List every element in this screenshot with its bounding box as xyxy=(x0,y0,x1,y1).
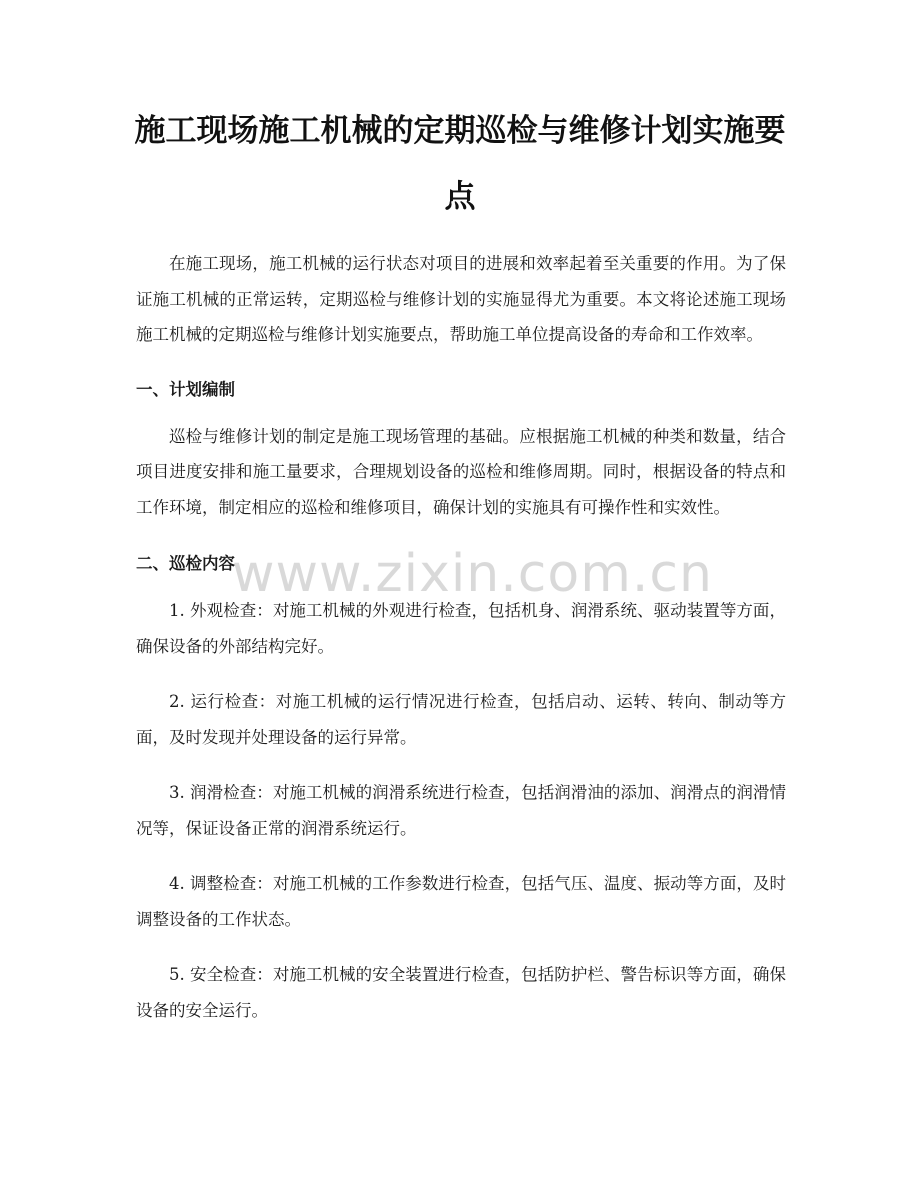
section-paragraph-plan: 巡检与维修计划的制定是施工现场管理的基础。应根据施工机械的种类和数量，结合项目进度安排和施工量要求，合理规划设备的巡检和维修周期。同时，根据设备的特点和工作环境，制定相应的巡检和维修项目，确保计划的实施具有可操作性和实效性。 xyxy=(136,426,786,517)
document-body xyxy=(136,246,786,1028)
page-title: 施工现场施工机械的定期巡检与维修计划实施要点 xyxy=(134,113,786,215)
section-heading-inspection: 二、巡检内容 xyxy=(136,554,235,573)
list-item: 4. 调整检查：对施工机械的工作参数进行检查，包括气压、温度、振动等方面，及时调整设备的工作状态。 xyxy=(136,874,786,929)
list-item: 3. 润滑检查：对施工机械的润滑系统进行检查，包括润滑油的添加、润滑点的润滑情况等，保证设备正常的润滑系统运行。 xyxy=(136,783,786,838)
intro-paragraph: 在施工现场，施工机械的运行状态对项目的进展和效率起着至关重要的作用。为了保证施工机械的正常运转，定期巡检与维修计划的实施显得尤为重要。本文将论述施工现场施工机械的定期巡检与维修计划实施要点，帮助施工单位提高设备的寿命和工作效率。 xyxy=(136,254,786,344)
list-item: 2. 运行检查：对施工机械的运行情况进行检查，包括启动、运转、转向、制动等方面，及时发现并处理设备的运行异常。 xyxy=(136,692,786,747)
list-item: 1. 外观检查：对施工机械的外观进行检查，包括机身、润滑系统、驱动装置等方面，确保设备的外部结构完好。 xyxy=(136,601,786,656)
section-heading-plan: 一、计划编制 xyxy=(136,379,235,399)
watermark: www.zixin.com.cn xyxy=(232,544,713,604)
list-item: 5. 安全检查：对施工机械的安全装置进行检查，包括防护栏、警告标识等方面，确保设备的安全运行。 xyxy=(136,965,786,1020)
